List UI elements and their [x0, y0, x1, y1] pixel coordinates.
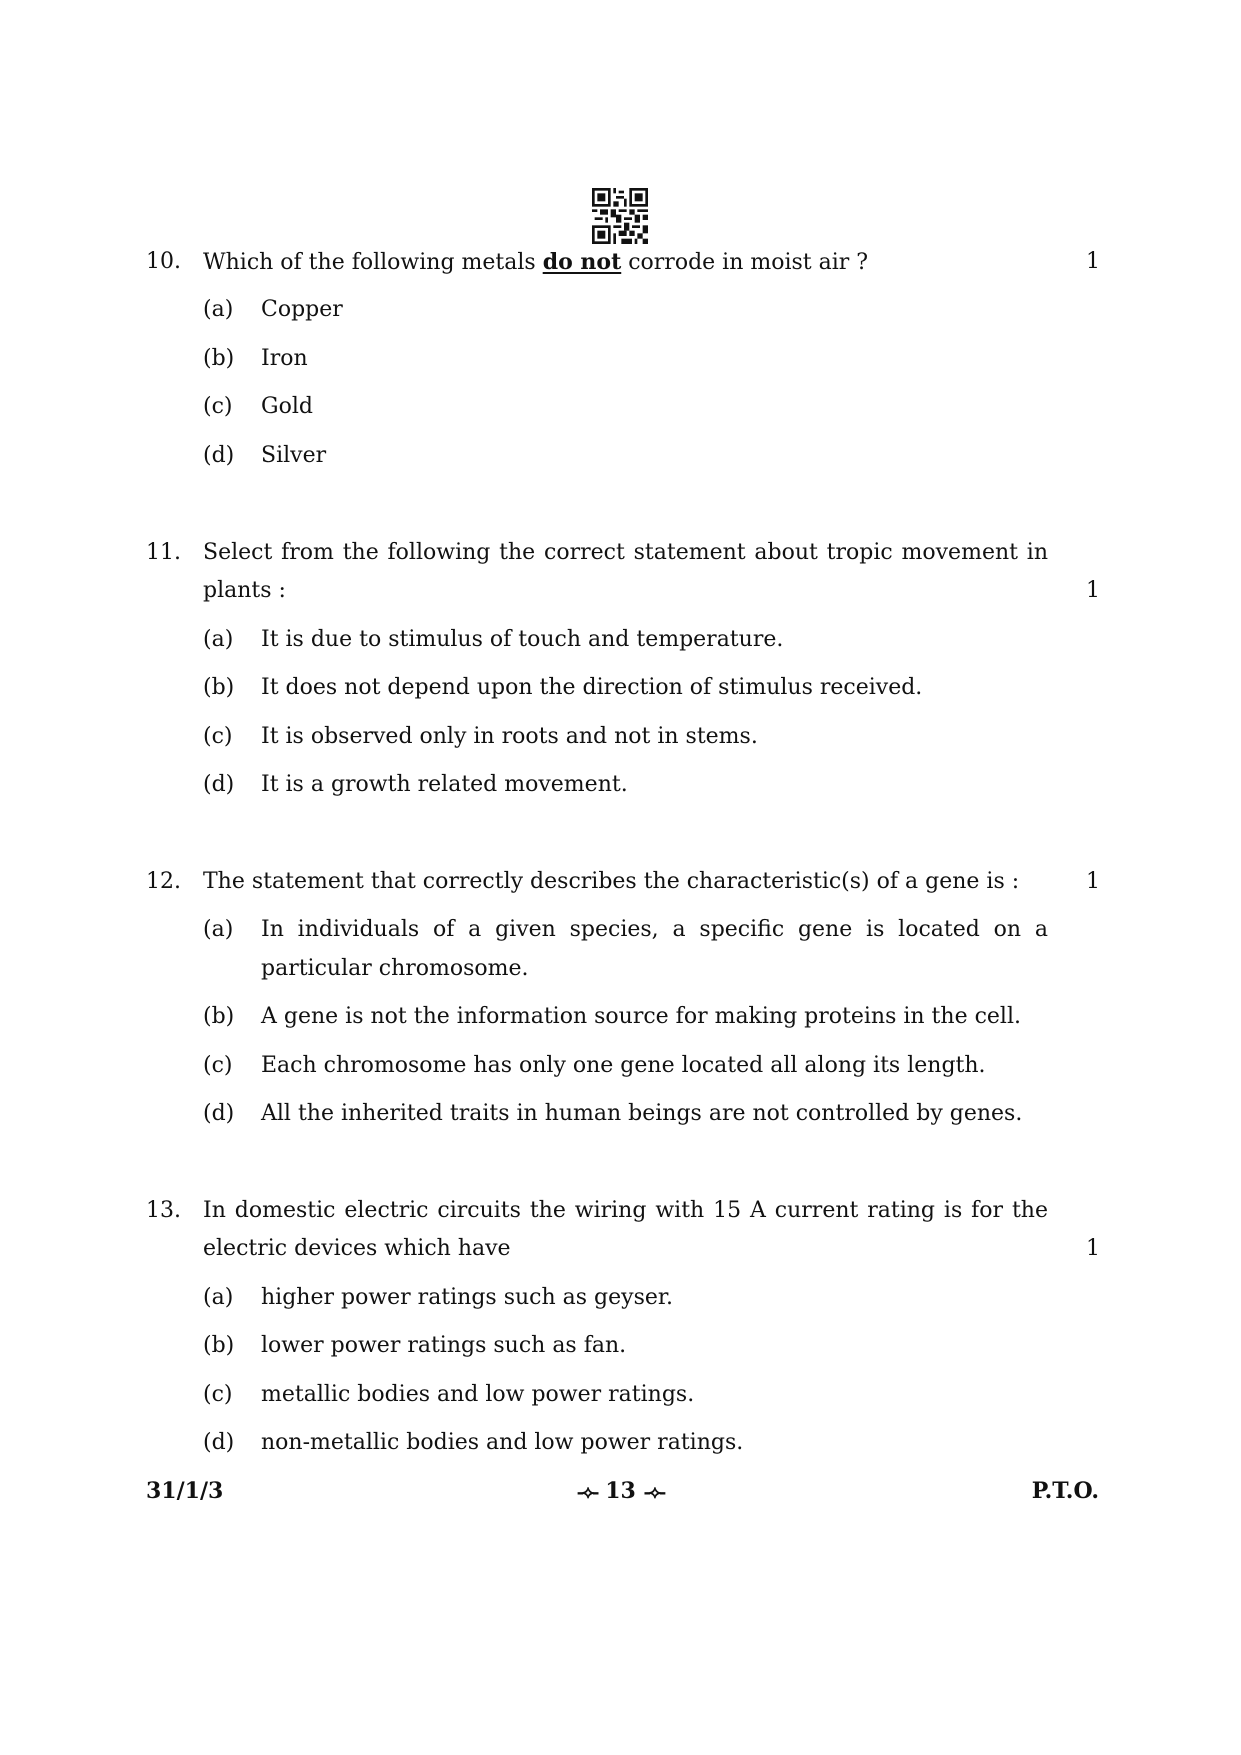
option-text: Gold — [261, 394, 313, 419]
option-label: (b) — [203, 1333, 235, 1358]
paper-code: 31/1/3 — [146, 1478, 224, 1504]
option-label: (d) — [203, 1430, 235, 1455]
question-text-line: Select from the following the correct statement about tropic movement in — [203, 540, 1048, 565]
question-text-line: In domestic electric circuits the wiring with 15 A current rating is for the — [203, 1198, 1048, 1223]
question-text: Which of the following metals do not corrode in moist air ? — [203, 249, 869, 275]
marks: 1 — [1086, 249, 1100, 274]
question-text-line: electric devices which have — [203, 1236, 511, 1261]
option-label: (a) — [203, 297, 234, 322]
option-text: It is observed only in roots and not in stems. — [261, 724, 758, 749]
question-number: 10. — [146, 249, 181, 274]
question-number: 13. — [146, 1198, 181, 1223]
option-text: It does not depend upon the direction of stimulus received. — [261, 675, 923, 700]
marks: 1 — [1086, 578, 1100, 603]
option-text: It is due to stimulus of touch and temperature. — [261, 627, 784, 652]
option-label: (c) — [203, 724, 233, 749]
question-text: The statement that correctly describes the characteristic(s) of a gene is : — [203, 869, 1020, 894]
option-text: Silver — [261, 443, 327, 468]
option-label: (a) — [203, 1285, 234, 1310]
option-label: (b) — [203, 1004, 235, 1029]
option-label: (b) — [203, 675, 235, 700]
option-label: (c) — [203, 394, 233, 419]
option-text: All the inherited traits in human beings are not controlled by genes. — [261, 1101, 1023, 1126]
marks: 1 — [1086, 1236, 1100, 1261]
ornament-right: -⟡- — [643, 1482, 665, 1503]
option-label: (d) — [203, 443, 235, 468]
option-text-line: particular chromosome. — [261, 956, 529, 981]
qr-code — [592, 188, 648, 244]
option-label: (a) — [203, 627, 234, 652]
option-label: (d) — [203, 772, 235, 797]
option-label: (c) — [203, 1382, 233, 1407]
page-number: 13 — [605, 1478, 636, 1504]
option-text: metallic bodies and low power ratings. — [261, 1382, 695, 1407]
emphasis-text: do not — [542, 249, 622, 275]
option-label: (b) — [203, 346, 235, 371]
option-text: Each chromosome has only one gene located all along its length. — [261, 1053, 986, 1078]
ornament-left: -⟡- — [576, 1482, 598, 1503]
question-number: 11. — [146, 540, 181, 565]
option-label: (c) — [203, 1053, 233, 1078]
option-text: It is a growth related movement. — [261, 772, 628, 797]
question-text-line: plants : — [203, 578, 286, 603]
marks: 1 — [1086, 869, 1100, 894]
question-number: 12. — [146, 869, 181, 894]
option-text: Copper — [261, 297, 343, 322]
option-label: (d) — [203, 1101, 235, 1126]
option-text: higher power ratings such as geyser. — [261, 1285, 673, 1310]
option-text: A gene is not the information source for making proteins in the cell. — [261, 1004, 1021, 1029]
option-text: lower power ratings such as fan. — [261, 1333, 627, 1358]
option-text: non-metallic bodies and low power ratings. — [261, 1430, 744, 1455]
option-text: Iron — [261, 346, 308, 371]
option-label: (a) — [203, 917, 234, 942]
option-text-line: In individuals of a given species, a specific gene is located on a — [261, 917, 1048, 942]
pto-label: P.T.O. — [1031, 1478, 1099, 1504]
